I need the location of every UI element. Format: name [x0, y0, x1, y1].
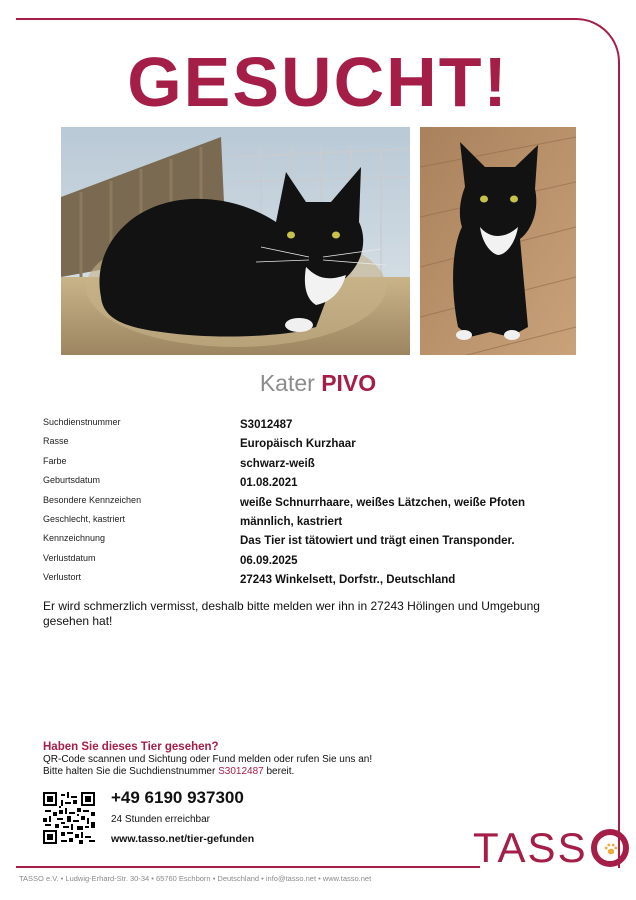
- contact-heading: Haben Sie dieses Tier gesehen?: [43, 741, 219, 753]
- poster-border-bottom: [16, 866, 480, 868]
- detail-label: Rasse: [43, 436, 69, 447]
- description: Er wird schmerzlich vermisst, deshalb bitte melden wer ihn in 27243 Hölingen und Umgebung gesehen hat!: [43, 599, 540, 628]
- detail-value: 27243 Winkelsett, Dorfstr., Deutschland: [240, 574, 456, 587]
- detail-label: Verlustdatum: [43, 552, 96, 563]
- detail-label: Geschlecht, kastriert: [43, 513, 126, 524]
- detail-value: männlich, kastriert: [240, 515, 343, 528]
- page-title: GESUCHT!: [127, 43, 509, 121]
- details-row: [43, 571, 603, 590]
- cat-photo-outdoor: [61, 127, 410, 355]
- paw-icon: [604, 842, 618, 856]
- logo-o-ring: [591, 829, 629, 867]
- detail-label: Geburtsdatum: [43, 475, 101, 486]
- details-row: [43, 513, 603, 532]
- qr-code[interactable]: [43, 792, 95, 844]
- availability-text: 24 Stunden erreichbar: [111, 814, 210, 825]
- logo-text: TASS: [473, 824, 588, 871]
- contact-line-2: [43, 766, 463, 778]
- search-number-highlight: S3012487: [218, 766, 264, 777]
- details-row: [43, 552, 603, 571]
- detail-label: Kennzeichnung: [43, 533, 106, 544]
- details-row: [43, 474, 603, 493]
- details-table: [43, 416, 603, 591]
- cat-name-heading: [0, 370, 636, 397]
- cat-name-prefix: Kater: [259, 370, 315, 396]
- details-row: [43, 416, 603, 435]
- detail-value: 06.09.2025: [240, 554, 298, 567]
- detail-value: Das Tier ist tätowiert und trägt einen Transponder.: [240, 535, 515, 548]
- cat-photo-indoor: [420, 127, 576, 355]
- details-row: [43, 435, 603, 454]
- detail-label: Verlustort: [43, 572, 82, 583]
- cat-name: PIVO: [321, 370, 377, 396]
- phone-number[interactable]: +49 6190 937300: [111, 788, 244, 807]
- footer-address: TASSO e.V. • Ludwig-Erhard-Str. 30-34 • 65760 Eschborn • Deutschland • info@tasso.net • www.tasso.net: [19, 874, 372, 883]
- detail-value: Europäisch Kurzhaar: [240, 438, 356, 451]
- details-row: [43, 494, 603, 513]
- details-row: [43, 455, 603, 474]
- report-link[interactable]: www.tasso.net/tier-gefunden: [111, 833, 255, 845]
- contact-line-2-post: bereit.: [266, 766, 295, 777]
- detail-label: Farbe: [43, 455, 67, 466]
- contact-section: [43, 740, 463, 778]
- detail-label: Besondere Kennzeichen: [43, 494, 142, 505]
- detail-value: schwarz-weiß: [240, 457, 315, 470]
- detail-label: Suchdienstnummer: [43, 417, 121, 427]
- contact-line-1: QR-Code scannen und Sichtung oder Fund melden oder rufen Sie uns an!: [43, 754, 373, 765]
- detail-value: weiße Schnurrhaare, weißes Lätzchen, weiße Pfoten: [240, 496, 526, 509]
- details-row: [43, 532, 603, 551]
- contact-line-2-pre: Bitte halten Sie die Suchdienstnummer: [43, 766, 216, 777]
- tasso-logo: [473, 823, 629, 873]
- detail-value: S3012487: [240, 419, 293, 431]
- detail-value: 01.08.2021: [240, 477, 298, 490]
